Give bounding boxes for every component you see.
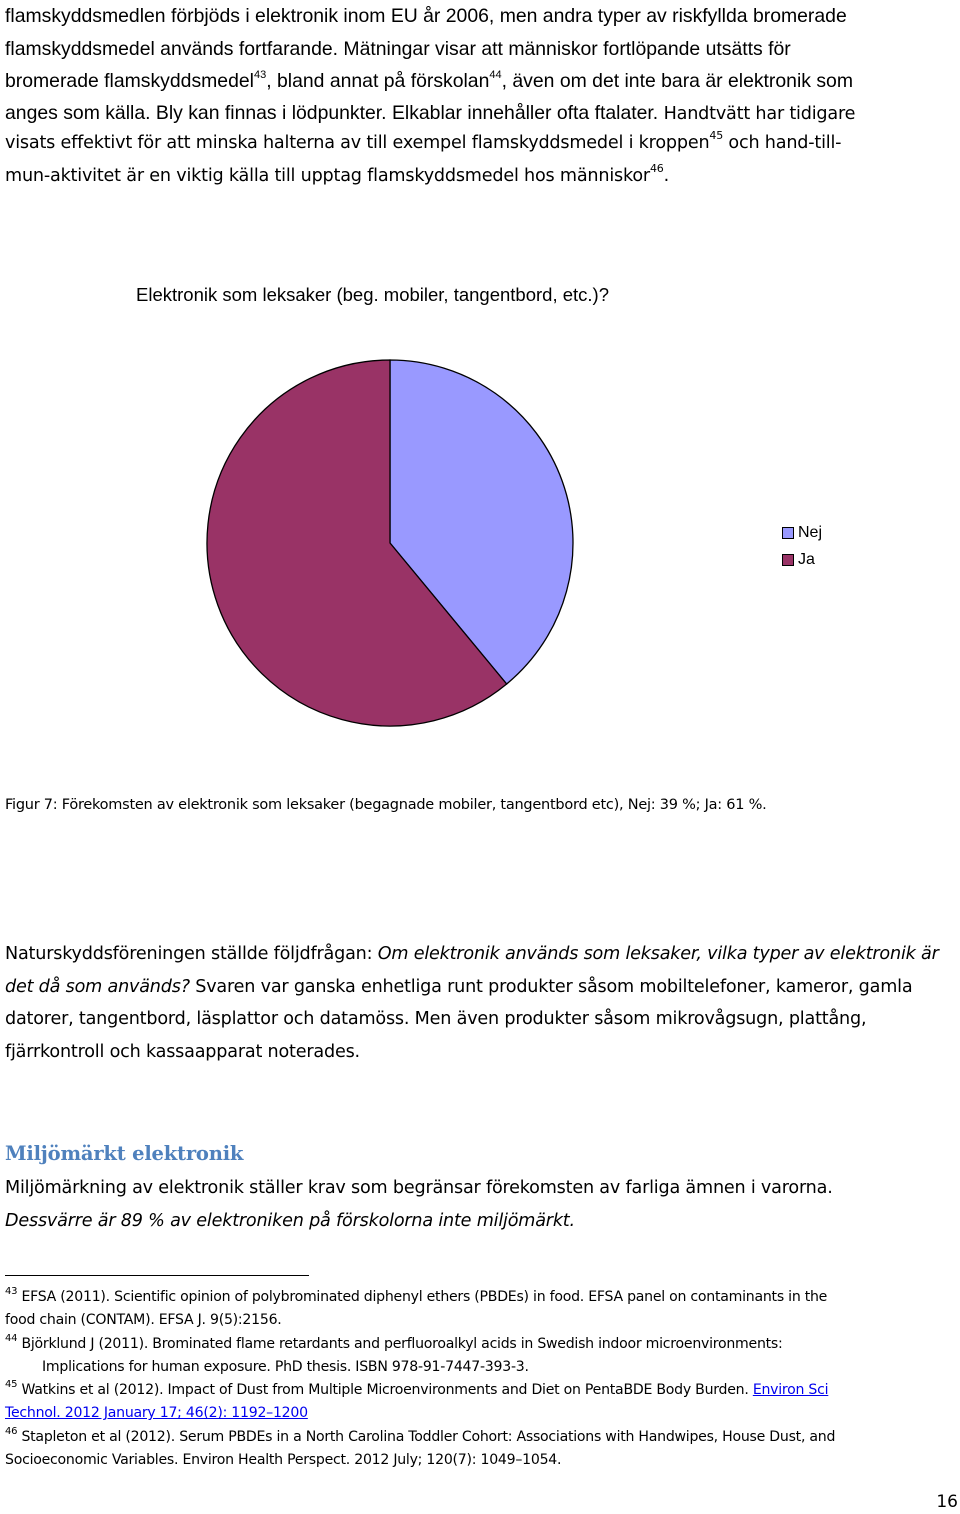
footnote-ref[interactable]: 45 xyxy=(709,129,724,142)
intro-text: anges som källa. Bly kan finnas i lödpunkter. Elkablar innehåller ofta ftalater. xyxy=(5,102,659,124)
intro-line: flamskyddsmedlen förbjöds i elektronik inom EU år 2006, men andra typer av riskfyllda bromerade xyxy=(5,5,847,27)
footnote-ref[interactable]: 46 xyxy=(649,161,664,175)
footnote-text: Björklund J (2011). Brominated flame retardants and perfluoroalkyl acids in Swedish indoor microenvironments: xyxy=(17,1335,783,1352)
footnote-text: Implications for human exposure. PhD thesis. ISBN 978-91-7447-393-3. xyxy=(42,1358,529,1375)
intro-text: visats effektivt för att minska halterna av till exempel flamskyddsmedel i kroppen xyxy=(5,133,710,153)
footnote-divider xyxy=(5,1275,309,1276)
section-line: Dessvärre är 89 % av elektroniken på förskolorna inte miljömärkt. xyxy=(5,1210,575,1231)
footnote-text: Watkins et al (2012). Impact of Dust from Multiple Microenvironments and Diet on PentaBDE Body Burden. xyxy=(17,1382,753,1399)
legend-label: Ja xyxy=(798,550,815,568)
intro-text: och hand-till- xyxy=(723,133,842,153)
chart-title: Elektronik som leksaker (beg. mobiler, tangentbord, etc.)? xyxy=(136,284,610,305)
footnote-link[interactable]: Technol. 2012 January 17; 46(2): 1192–1200 xyxy=(5,1405,308,1422)
footnote-text: food chain (CONTAM). EFSA J. 9(5):2156. xyxy=(5,1312,282,1329)
footnote-43 xyxy=(5,1286,950,1309)
followup-question: Om elektronik används som leksaker, vilka typer av elektronik är det då som används? xyxy=(5,944,939,997)
page-number: 16 xyxy=(936,1492,958,1512)
footnote-ref[interactable]: 43 xyxy=(253,69,267,82)
intro-text: mun-aktivitet är en viktig källa till upptag flamskyddsmedel hos människor xyxy=(5,165,650,186)
footnote-44 xyxy=(5,1333,950,1356)
footnote-46 xyxy=(5,1426,950,1449)
footnotes xyxy=(5,1286,950,1472)
footnote-text: Socioeconomic Variables. Environ Health Perspect. 2012 July; 120(7): 1049–1054. xyxy=(5,1452,562,1469)
footnote-number: 45 xyxy=(5,1379,18,1391)
legend-swatch xyxy=(782,554,794,566)
followup-paragraph xyxy=(5,938,955,1068)
intro-text: . xyxy=(663,165,669,186)
followup-text: Svaren var ganska enhetliga runt produkter såsom mobiltelefoner, kameror, gamla datorer, tangentbord, läsplattor och datamöss. Men även produkter såsom mikrovågsugn, plattång, fjärrkontroll och kassaapparat noterades. xyxy=(5,976,913,1062)
footnote-number: 46 xyxy=(5,1425,18,1437)
footnote-45-cont xyxy=(5,1402,950,1425)
intro-text: bromerade flamskyddsmedel xyxy=(5,70,254,93)
chart-legend xyxy=(782,519,822,573)
section-heading: Miljömärkt elektronik xyxy=(5,1142,244,1165)
intro-line: flamskyddsmedel används fortfarande. Mätningar visar att människor fortlöpande utsätts för xyxy=(5,37,791,60)
intro-text: Handtvätt har tidigare xyxy=(658,104,856,124)
section-line: Miljömärkning av elektronik ställer krav som begränsar förekomsten av farliga ämnen i varorna. xyxy=(5,1178,833,1198)
section-paragraph xyxy=(5,1172,955,1237)
legend-swatch xyxy=(782,527,794,539)
footnote-number: 44 xyxy=(5,1332,18,1344)
legend-label: Nej xyxy=(798,523,823,541)
legend-item-ja xyxy=(782,546,822,573)
footnote-text: Stapleton et al (2012). Serum PBDEs in a North Carolina Toddler Cohort: Associations with Handwipes, House Dust, and xyxy=(17,1428,836,1445)
legend-item-nej xyxy=(782,519,822,546)
intro-text: , bland annat på förskolan xyxy=(266,70,490,93)
footnote-link[interactable]: Environ Sci xyxy=(752,1382,829,1399)
footnote-45 xyxy=(5,1379,950,1402)
intro-text: , även om det inte bara är elektronik som xyxy=(501,70,853,93)
footnote-ref[interactable]: 44 xyxy=(489,69,502,82)
footnote-text: EFSA (2011). Scientific opinion of polybrominated diphenyl ethers (PBDEs) in food. EFSA panel on contaminants in the xyxy=(17,1289,828,1305)
figure-caption: Figur 7: Förekomsten av elektronik som leksaker (begagnade mobiler, tangentbord etc), Nej: 39 %; Ja: 61 %. xyxy=(5,797,767,813)
followup-text: Naturskyddsföreningen ställde följdfrågan: xyxy=(5,944,378,964)
footnote-number: 43 xyxy=(5,1286,18,1297)
